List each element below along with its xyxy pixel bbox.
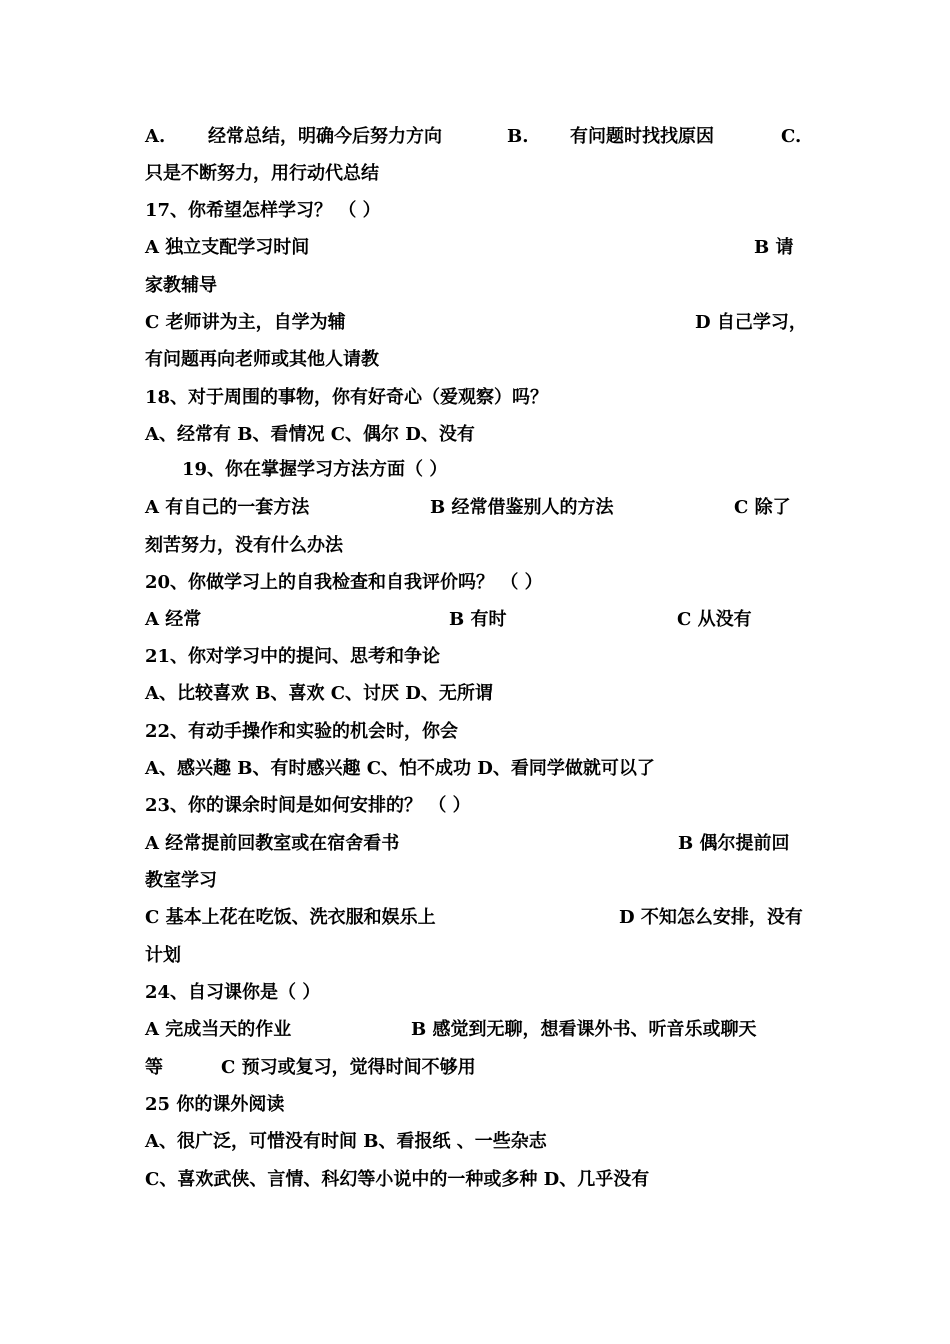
- options-text: A、感兴趣 B、有时感兴趣 C、怕不成功 D、看同学做就可以了: [145, 758, 655, 779]
- option-b: B 经常借鉴别人的方法: [430, 497, 614, 518]
- line-text: 教室学习: [145, 870, 217, 891]
- option-b-text: 有问题时找找原因: [570, 126, 714, 147]
- option-b: B 有时: [449, 609, 507, 630]
- line-text: 计划: [145, 945, 181, 966]
- question-text: 23、你的课余时间是如何安排的？ （ ）: [145, 795, 471, 816]
- question-text: 17、你希望怎样学习？ （ ）: [145, 200, 381, 221]
- question-18: [145, 384, 810, 412]
- options-text: A、很广泛，可惜没有时间 B、看报纸 、一些杂志: [145, 1131, 547, 1152]
- option-a: A 经常提前回教室或在宿舍看书: [145, 833, 400, 854]
- question-text: 24、自习课你是（ ）: [145, 982, 321, 1003]
- option-a: A 独立支配学习时间: [145, 237, 310, 258]
- q19-option-c-cont: [145, 532, 810, 560]
- q24-options-line: [145, 1016, 810, 1044]
- question-21: [145, 643, 810, 671]
- options-text: A、经常有 B、看情况 C、偶尔 D、没有: [145, 424, 475, 445]
- question-text: 21、你对学习中的提问、思考和争论: [145, 646, 441, 667]
- option-c: C 老师讲为主，自学为辅: [145, 312, 346, 333]
- q17-option-b-cont: [145, 272, 810, 300]
- option-b: B 请: [754, 237, 794, 258]
- question-text: 19、你在掌握学习方法方面（ ）: [182, 459, 448, 480]
- q21-options: [145, 680, 810, 708]
- line-text: 刻苦努力，没有什么办法: [145, 535, 343, 556]
- option-d: D 不知怎么安排，没有: [619, 907, 803, 928]
- q23-options-line-1: [145, 830, 810, 858]
- line-text: 只是不断努力，用行动代总结: [145, 163, 379, 184]
- q25-options-line-2: [145, 1166, 810, 1194]
- question-text: 22、有动手操作和实验的机会时，你会: [145, 721, 459, 742]
- q18-options: [145, 421, 810, 449]
- q23-options-line-2: [145, 904, 810, 932]
- option-a: A 完成当天的作业: [145, 1019, 292, 1040]
- question-25: [145, 1091, 810, 1119]
- q22-options: [145, 755, 810, 783]
- line-text: 有问题再向老师或其他人请教: [145, 349, 379, 370]
- option-a: A 经常: [145, 609, 202, 630]
- option-a: A 有自己的一套方法: [145, 497, 310, 518]
- options-text: A、比较喜欢 B、喜欢 C、讨厌 D、无所谓: [145, 683, 493, 704]
- option-a-letter: A.: [145, 126, 166, 147]
- q16-option-c-text: [145, 160, 810, 188]
- question-22: [145, 718, 810, 746]
- option-b-cont: 等: [145, 1057, 163, 1078]
- q19-options-line: [145, 494, 810, 522]
- question-17: [145, 197, 810, 225]
- question-text: 25 你的课外阅读: [145, 1094, 285, 1115]
- options-text: C、喜欢武侠、言情、科幻等小说中的一种或多种 D、几乎没有: [145, 1169, 650, 1190]
- q17-option-d-cont: [145, 346, 810, 374]
- q24-options-line-2: [145, 1054, 810, 1082]
- option-d: D 自己学习，: [695, 312, 807, 333]
- question-20: [145, 569, 810, 597]
- question-19: [145, 456, 810, 484]
- option-c: C 从没有: [677, 609, 752, 630]
- q23-option-d-cont: [145, 942, 810, 970]
- line-text: 家教辅导: [145, 275, 217, 296]
- q20-options-line: [145, 606, 810, 634]
- q17-options-line-2: [145, 309, 810, 337]
- question-23: [145, 792, 810, 820]
- q23-option-b-cont: [145, 867, 810, 895]
- option-c: C 除了: [734, 497, 791, 518]
- q17-options-line-1: [145, 234, 810, 262]
- option-c: C 预习或复习，觉得时间不够用: [221, 1057, 476, 1078]
- question-24: [145, 979, 810, 1007]
- option-c-letter: C.: [781, 126, 802, 147]
- question-text: 20、你做学习上的自我检查和自我评价吗？ （ ）: [145, 572, 543, 593]
- option-b: B 偶尔提前回: [678, 833, 790, 854]
- option-a-text: 经常总结，明确今后努力方向: [208, 126, 442, 147]
- option-b-letter: B.: [507, 126, 529, 147]
- question-text: 18、对于周围的事物，你有好奇心（爱观察）吗？: [145, 387, 549, 408]
- q25-options-line-1: [145, 1128, 810, 1156]
- option-c: C 基本上花在吃饭、洗衣服和娱乐上: [145, 907, 436, 928]
- option-b: B 感觉到无聊，想看课外书、听音乐或聊天: [411, 1019, 757, 1040]
- q16-options-line: [145, 123, 810, 151]
